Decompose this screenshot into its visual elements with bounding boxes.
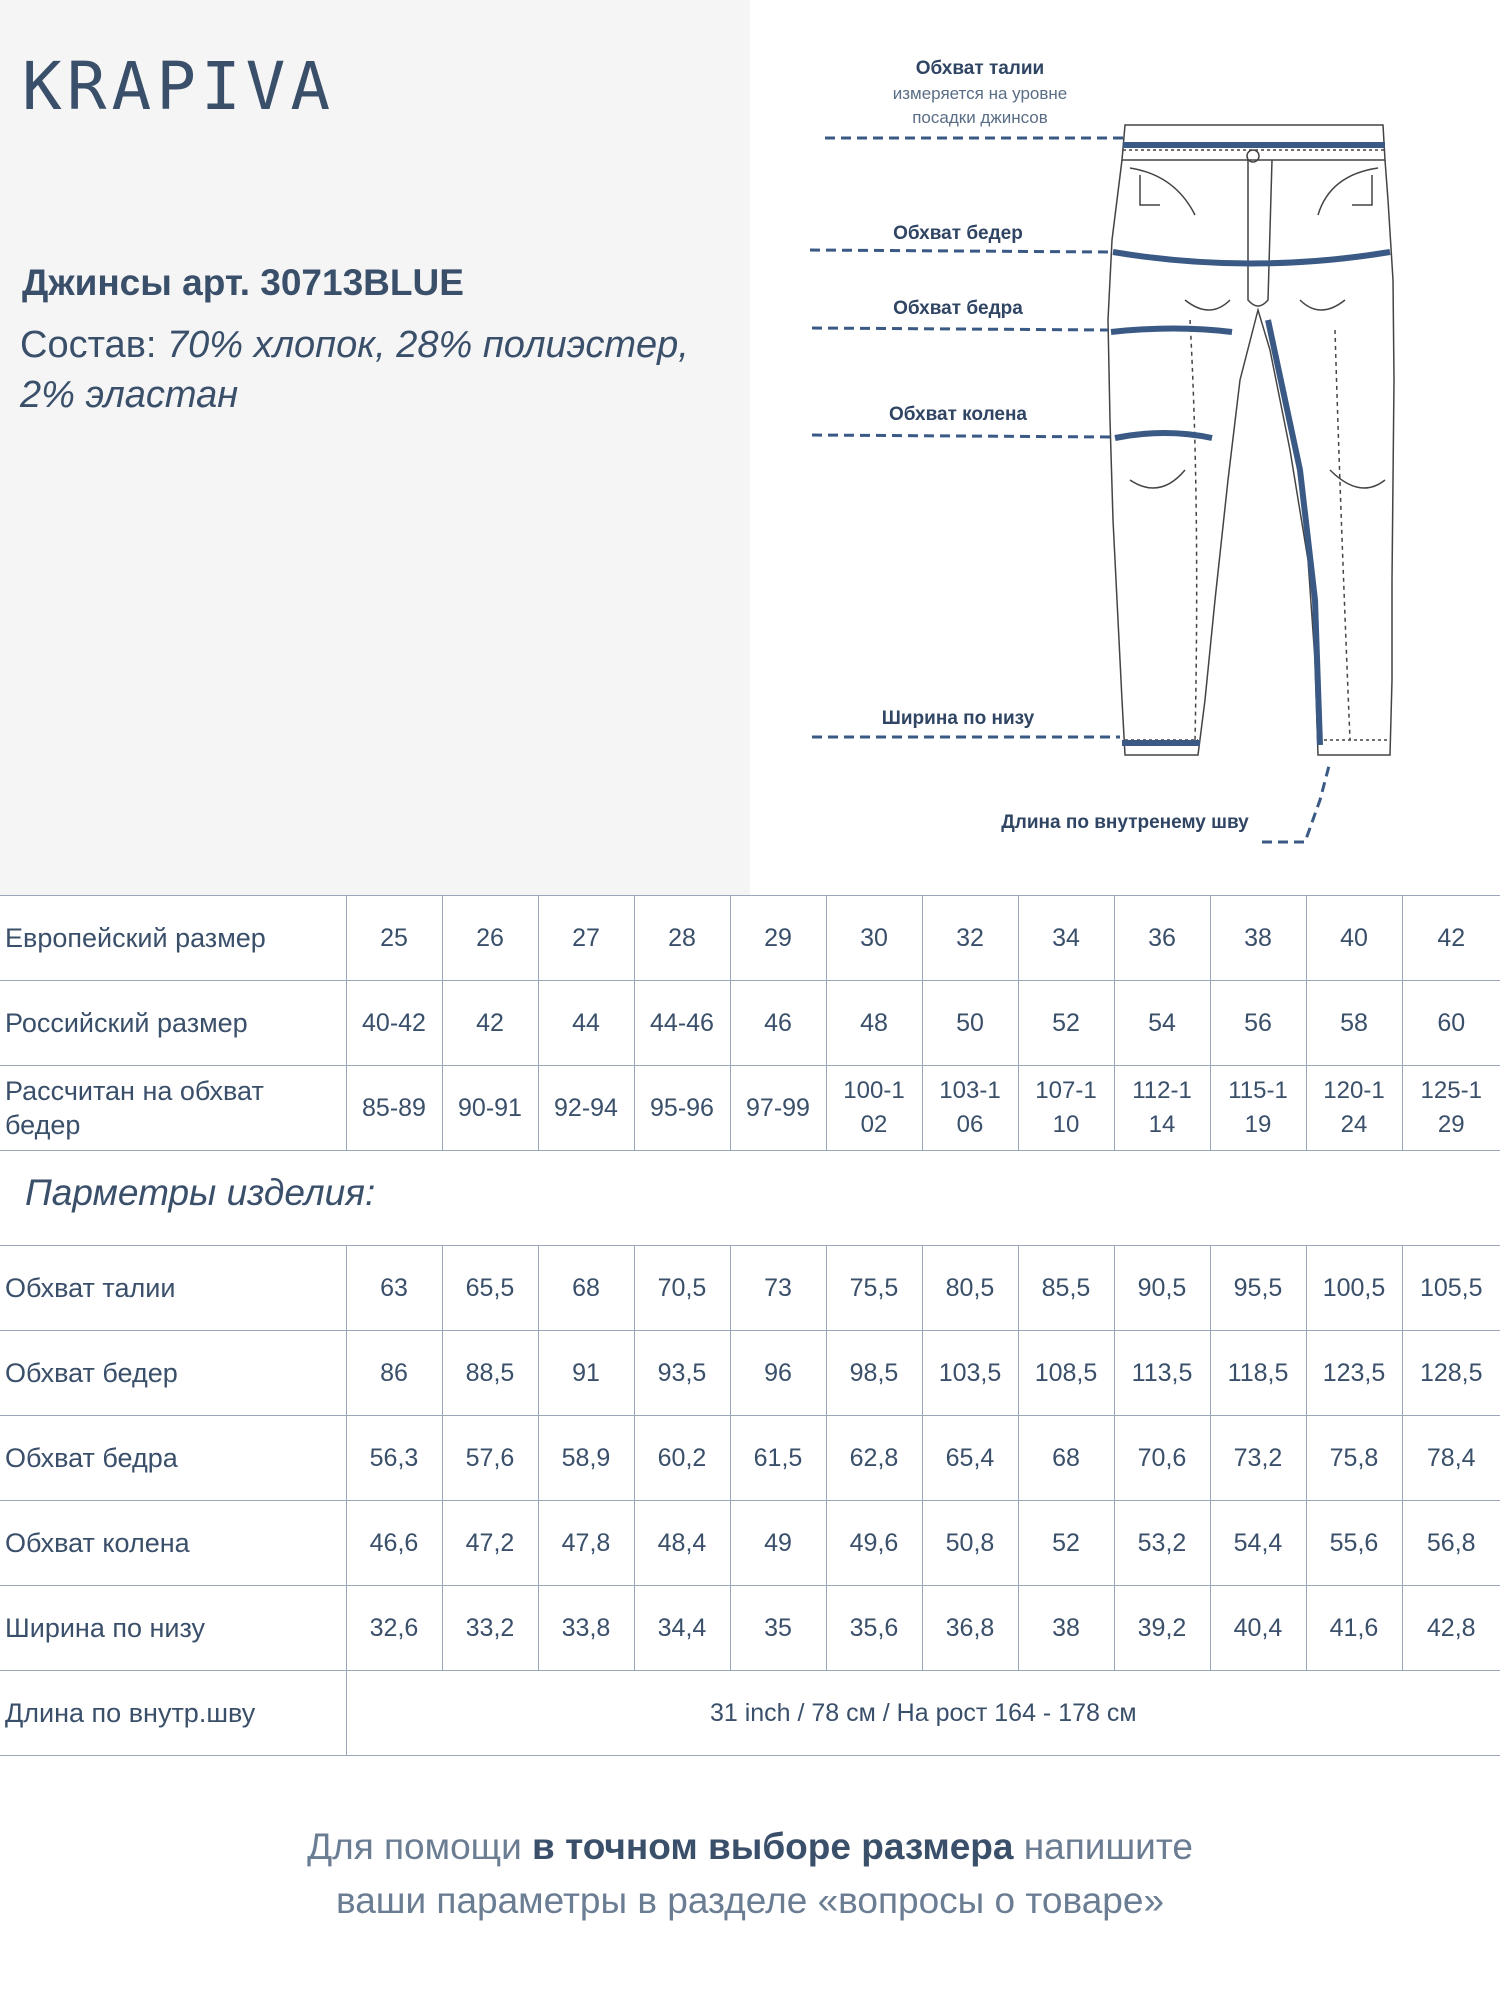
table-cell: 96 bbox=[730, 1331, 826, 1416]
table-cell: 118,5 bbox=[1210, 1331, 1306, 1416]
table-cell: 63 bbox=[346, 1246, 442, 1331]
table-cell: 25 bbox=[346, 896, 442, 981]
row-label: Обхват бедер bbox=[0, 1331, 346, 1416]
table-cell: 103,5 bbox=[922, 1331, 1018, 1416]
table-cell: 54,4 bbox=[1210, 1501, 1306, 1586]
table-cell: 47,2 bbox=[442, 1501, 538, 1586]
table-cell: 113,5 bbox=[1114, 1331, 1210, 1416]
table-cell: 60 bbox=[1402, 981, 1500, 1066]
composition-label: Состав: bbox=[20, 324, 167, 366]
table-cell: 68 bbox=[538, 1246, 634, 1331]
table-cell: 56 bbox=[1210, 981, 1306, 1066]
table-row-inseam bbox=[0, 1671, 1500, 1756]
table-cell: 60,2 bbox=[634, 1416, 730, 1501]
table-cell: 61,5 bbox=[730, 1416, 826, 1501]
footer-help-text bbox=[0, 1820, 1500, 1928]
table-cell: 36,8 bbox=[922, 1586, 1018, 1671]
product-title: Джинсы арт. 30713BLUE bbox=[22, 262, 464, 303]
table-cell: 33,8 bbox=[538, 1586, 634, 1671]
footer-line-2: ваши параметры в разделе «вопросы о товаре» bbox=[335, 1880, 1165, 1921]
table-cell: 93,5 bbox=[634, 1331, 730, 1416]
table-cell: 36 bbox=[1114, 896, 1210, 981]
table-cell: 40-42 bbox=[346, 981, 442, 1066]
table-cell: 28 bbox=[634, 896, 730, 981]
row-label: Обхват бедра bbox=[0, 1416, 346, 1501]
footer-part-1: Для помощи bbox=[307, 1826, 533, 1867]
table-cell: 54 bbox=[1114, 981, 1210, 1066]
row-label: Европейский размер bbox=[0, 896, 346, 981]
jeans-diagram bbox=[750, 0, 1500, 895]
table-cell: 68 bbox=[1018, 1416, 1114, 1501]
table-cell: 48 bbox=[826, 981, 922, 1066]
table-cell: 98,5 bbox=[826, 1331, 922, 1416]
row-label: Ширина по низу bbox=[0, 1586, 346, 1671]
table-cell: 125-129 bbox=[1402, 1066, 1500, 1151]
table-row bbox=[0, 981, 1500, 1066]
table-cell: 73,2 bbox=[1210, 1416, 1306, 1501]
label-hips: Обхват бедер bbox=[893, 223, 1023, 244]
table-cell: 95,5 bbox=[1210, 1246, 1306, 1331]
table-row bbox=[0, 1416, 1500, 1501]
label-thigh: Обхват бедра bbox=[893, 298, 1023, 319]
table-cell: 34,4 bbox=[634, 1586, 730, 1671]
table-cell: 90-91 bbox=[442, 1066, 538, 1151]
table-cell: 34 bbox=[1018, 896, 1114, 981]
table-cell: 75,8 bbox=[1306, 1416, 1402, 1501]
table-cell: 40 bbox=[1306, 896, 1402, 981]
table-cell: 47,8 bbox=[538, 1501, 634, 1586]
label-waist: Обхват талии bbox=[915, 58, 1045, 79]
table-cell: 29 bbox=[730, 896, 826, 981]
table-cell: 100-102 bbox=[826, 1066, 922, 1151]
table-cell: 70,5 bbox=[634, 1246, 730, 1331]
table-cell: 50,8 bbox=[922, 1501, 1018, 1586]
label-hem: Ширина по низу bbox=[881, 708, 1035, 729]
table-cell: 115-119 bbox=[1210, 1066, 1306, 1151]
table-cell: 49,6 bbox=[826, 1501, 922, 1586]
table-cell: 105,5 bbox=[1402, 1246, 1500, 1331]
table-cell: 86 bbox=[346, 1331, 442, 1416]
table-cell: 112-114 bbox=[1114, 1066, 1210, 1151]
table-cell: 46 bbox=[730, 981, 826, 1066]
table-cell: 42 bbox=[1402, 896, 1500, 981]
table-cell: 39,2 bbox=[1114, 1586, 1210, 1671]
label-waist-note-1: измеряется на уровне bbox=[892, 84, 1068, 103]
table-row bbox=[0, 1246, 1500, 1331]
table-cell: 95-96 bbox=[634, 1066, 730, 1151]
table-cell: 44-46 bbox=[634, 981, 730, 1066]
row-label: Обхват колена bbox=[0, 1501, 346, 1586]
table-cell: 80,5 bbox=[922, 1246, 1018, 1331]
table-cell: 40,4 bbox=[1210, 1586, 1306, 1671]
table-cell: 32 bbox=[922, 896, 1018, 981]
table-cell: 52 bbox=[1018, 1501, 1114, 1586]
table-cell: 50 bbox=[922, 981, 1018, 1066]
table-cell: 56,8 bbox=[1402, 1501, 1500, 1586]
table-cell: 75,5 bbox=[826, 1246, 922, 1331]
table-cell: 38 bbox=[1018, 1586, 1114, 1671]
header-panel bbox=[0, 0, 750, 895]
table-cell: 88,5 bbox=[442, 1331, 538, 1416]
row-label-inseam: Длина по внутр.шву bbox=[0, 1671, 346, 1756]
row-label: Обхват талии bbox=[0, 1246, 346, 1331]
table-cell: 92-94 bbox=[538, 1066, 634, 1151]
label-inseam: Длина по внутренему шву bbox=[1001, 812, 1249, 833]
footer-bold: в точном выборе размера bbox=[532, 1826, 1014, 1867]
table-cell: 48,4 bbox=[634, 1501, 730, 1586]
table-cell: 97-99 bbox=[730, 1066, 826, 1151]
composition-line-2: 2% эластан bbox=[20, 374, 239, 416]
table-cell: 65,4 bbox=[922, 1416, 1018, 1501]
table-cell: 91 bbox=[538, 1331, 634, 1416]
table-cell: 55,6 bbox=[1306, 1501, 1402, 1586]
table-cell: 108,5 bbox=[1018, 1331, 1114, 1416]
table-cell: 85,5 bbox=[1018, 1246, 1114, 1331]
footer-part-2: напишите bbox=[1013, 1826, 1193, 1867]
table-cell: 26 bbox=[442, 896, 538, 981]
table-cell: 30 bbox=[826, 896, 922, 981]
label-knee: Обхват колена bbox=[888, 404, 1027, 425]
table-cell: 123,5 bbox=[1306, 1331, 1402, 1416]
table-cell: 49 bbox=[730, 1501, 826, 1586]
brand-logo: KRAPIVA bbox=[22, 48, 336, 125]
table-cell: 42 bbox=[442, 981, 538, 1066]
table-cell: 33,2 bbox=[442, 1586, 538, 1671]
table-cell: 46,6 bbox=[346, 1501, 442, 1586]
table-cell: 38 bbox=[1210, 896, 1306, 981]
table-cell: 78,4 bbox=[1402, 1416, 1500, 1501]
table-cell: 70,6 bbox=[1114, 1416, 1210, 1501]
table-cell: 85-89 bbox=[346, 1066, 442, 1151]
table-cell: 42,8 bbox=[1402, 1586, 1500, 1671]
table-row bbox=[0, 1331, 1500, 1416]
table-row bbox=[0, 896, 1500, 981]
table-cell: 57,6 bbox=[442, 1416, 538, 1501]
table-cell: 32,6 bbox=[346, 1586, 442, 1671]
table-cell: 58,9 bbox=[538, 1416, 634, 1501]
table-cell: 41,6 bbox=[1306, 1586, 1402, 1671]
table-row bbox=[0, 1586, 1500, 1671]
table-cell: 103-106 bbox=[922, 1066, 1018, 1151]
table-cell: 62,8 bbox=[826, 1416, 922, 1501]
table-cell: 35,6 bbox=[826, 1586, 922, 1671]
params-table bbox=[0, 1245, 1500, 1756]
inseam-value: 31 inch / 78 см / На рост 164 - 178 см bbox=[346, 1671, 1500, 1756]
sizes-table bbox=[0, 895, 1500, 1151]
params-heading: Парметры изделия: bbox=[25, 1172, 376, 1213]
table-cell: 56,3 bbox=[346, 1416, 442, 1501]
table-cell: 27 bbox=[538, 896, 634, 981]
table-cell: 90,5 bbox=[1114, 1246, 1210, 1331]
row-label: Российский размер bbox=[0, 981, 346, 1066]
table-cell: 35 bbox=[730, 1586, 826, 1671]
product-composition bbox=[20, 320, 750, 420]
table-cell: 44 bbox=[538, 981, 634, 1066]
table-cell: 53,2 bbox=[1114, 1501, 1210, 1586]
table-row bbox=[0, 1066, 1500, 1151]
label-waist-note-2: посадки джинсов bbox=[912, 108, 1048, 127]
table-cell: 58 bbox=[1306, 981, 1402, 1066]
table-cell: 107-110 bbox=[1018, 1066, 1114, 1151]
composition-line-1: 70% хлопок, 28% полиэстер, bbox=[167, 324, 689, 366]
table-cell: 73 bbox=[730, 1246, 826, 1331]
table-cell: 65,5 bbox=[442, 1246, 538, 1331]
row-label: Рассчитан на обхват бедер bbox=[0, 1066, 346, 1151]
table-cell: 52 bbox=[1018, 981, 1114, 1066]
table-cell: 120-124 bbox=[1306, 1066, 1402, 1151]
table-cell: 128,5 bbox=[1402, 1331, 1500, 1416]
table-row bbox=[0, 1501, 1500, 1586]
table-cell: 100,5 bbox=[1306, 1246, 1402, 1331]
